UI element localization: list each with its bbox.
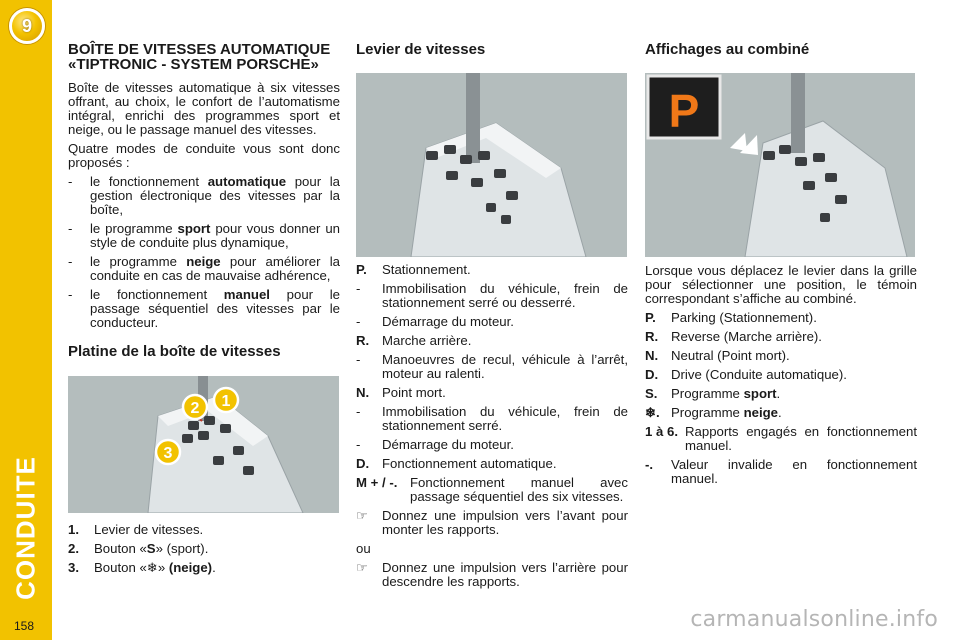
indicator-key: S.	[645, 386, 658, 401]
mode-text-pre: le fonctionnement	[90, 287, 224, 302]
indicator-key: ❄.	[645, 405, 660, 420]
lever-text: Stationnement.	[382, 262, 471, 277]
lever-text: Marche arrière.	[382, 333, 472, 348]
mode-list-item	[68, 255, 340, 283]
indicator-text-pre: Neutral (Point mort).	[671, 348, 790, 363]
indicator-key: 1 à 6.	[645, 424, 678, 439]
display-indicator-item	[645, 387, 917, 401]
indicator-text-post: .	[778, 405, 782, 420]
gear-plate-illustration	[68, 376, 339, 513]
lever-key: P.	[356, 262, 367, 277]
chapter-number: 9	[21, 16, 32, 36]
legend-item	[68, 523, 340, 537]
legend-text-bold: (neige)	[168, 560, 213, 575]
section-label	[4, 428, 48, 628]
lever-key: -	[356, 404, 361, 419]
mode-text-post: pour la gestion électronique des vitesses par la boîte,	[90, 174, 340, 217]
pointing-hand-icon: ☞	[356, 560, 368, 575]
mode-name: sport	[177, 221, 211, 236]
mode-text-post: pour vous donner un style de conduite plus dynamique,	[90, 221, 340, 250]
section-heading-display: Affichages au combiné	[645, 41, 810, 58]
legend-text-post: .	[212, 560, 216, 575]
lever-positions-list	[356, 263, 628, 589]
indicator-text-bold: sport	[743, 386, 777, 401]
mode-text-pre: le programme	[90, 221, 178, 236]
legend-item	[68, 561, 340, 575]
mode-dash: -	[68, 287, 73, 302]
indicator-text-pre: Parking (Stationnement).	[671, 310, 817, 325]
display-indicator-item	[645, 311, 917, 325]
page-number: 158	[14, 619, 35, 633]
mode-list-item	[68, 288, 340, 330]
display-indicator-item	[645, 425, 917, 453]
display-indicator-item	[645, 458, 917, 486]
lever-key: R.	[356, 333, 370, 348]
mode-text-pre: le fonctionnement	[90, 174, 208, 189]
mode-dash: -	[68, 174, 73, 189]
lever-key: N.	[356, 385, 370, 400]
indicator-key: P.	[645, 310, 656, 325]
modes-list	[68, 175, 340, 330]
display-indicator-item	[645, 406, 917, 420]
column-instrument-display	[645, 42, 917, 486]
indicator-text-pre: Programme	[671, 405, 744, 420]
callout-3: 3	[163, 445, 173, 462]
indicator-key: N.	[645, 348, 659, 363]
modes-intro: Quatre modes de conduite vous sont donc proposés :	[68, 141, 340, 170]
legend-key: 1.	[68, 522, 79, 537]
lever-key: D.	[356, 456, 370, 471]
mode-dash: -	[68, 254, 73, 269]
intro-paragraph: Boîte de vitesses automatique à six vitesses offrant, au choix, le confort de l’automatisme intégral, enrichi des programmes sport et neige, ou le passage manuel des vitesses.	[68, 80, 340, 137]
lever-detail-item	[356, 476, 628, 504]
indicator-key: D.	[645, 367, 659, 382]
photo-legend	[68, 523, 340, 575]
lever-position-item	[356, 386, 628, 400]
section-title: CONDUITE	[10, 456, 41, 600]
section-heading-gearbox: BOÎTE DE VITESSES AUTOMATIQUE «TIPTRONIC - SYSTEM PORSCHE»	[68, 41, 331, 73]
lever-text: Démarrage du moteur.	[382, 437, 514, 452]
watermark: carmanualsonline.info	[690, 607, 938, 632]
indicator-text-pre: Rapports engagés en fonctionnement manuel.	[685, 424, 917, 453]
gear-lever-photo	[356, 73, 627, 257]
lever-detail-item	[356, 438, 628, 452]
lever-detail-item	[356, 353, 628, 381]
lever-text: Donnez une impulsion vers l’arrière pour descendre les rapports.	[382, 560, 628, 589]
legend-item	[68, 542, 340, 556]
indicator-key: -.	[645, 457, 654, 472]
chapter-sidebar	[0, 0, 52, 640]
display-indicator-item	[645, 330, 917, 344]
indicator-text-pre: Programme	[671, 386, 744, 401]
display-indicator-item	[645, 368, 917, 382]
mode-list-item	[68, 175, 340, 217]
lever-detail-item	[356, 315, 628, 329]
column-tiptronic	[68, 42, 340, 575]
legend-text-bold: S	[146, 541, 156, 556]
lever-key: -	[356, 314, 361, 329]
callout-2: 2	[190, 400, 200, 417]
pointing-hand-icon: ☞	[356, 508, 368, 523]
chapter-number-badge	[9, 8, 45, 44]
indicator-text-post: .	[776, 386, 781, 401]
indicator-text-pre: Valeur invalide en fonctionnement manuel.	[671, 457, 917, 486]
display-letter: P	[668, 85, 700, 137]
lever-key: -	[356, 281, 361, 296]
indicator-key: R.	[645, 329, 659, 344]
legend-key: 2.	[68, 541, 79, 556]
mode-list-item	[68, 222, 340, 250]
lever-detail-item	[356, 509, 628, 537]
legend-text-pre: Levier de vitesses.	[94, 522, 204, 537]
lever-position-item	[356, 334, 628, 348]
lever-key: M + / -.	[356, 475, 398, 490]
legend-text-pre: Bouton «	[94, 541, 147, 556]
mode-dash: -	[68, 221, 73, 236]
lever-detail-item	[356, 405, 628, 433]
lever-key: -	[356, 437, 361, 452]
mode-text-post: pour améliorer la conduite en cas de mauvaise adhérence,	[90, 254, 340, 283]
display-intro: Lorsque vous déplacez le levier dans la grille pour sélectionner une position, le témoin correspondant s’affiche au combiné.	[645, 263, 917, 306]
section-heading-lever: Levier de vitesses	[356, 41, 486, 58]
mode-text-post: pour le passage séquentiel des vitesses par le conducteur.	[90, 287, 340, 330]
mode-text-pre: le programme	[90, 254, 187, 269]
lever-text: Immobilisation du véhicule, frein de stationnement serré.	[382, 404, 628, 433]
gear-plate-photo	[68, 376, 339, 513]
lever-text: Démarrage du moteur.	[382, 314, 514, 329]
lever-detail-item	[356, 561, 628, 589]
legend-text-pre: Bouton «❄»	[94, 560, 169, 575]
instrument-display-illustration	[645, 73, 915, 257]
gear-lever-illustration	[356, 73, 627, 257]
lever-connector-text: ou	[356, 541, 371, 556]
lever-text: Immobilisation du véhicule, frein de stationnement serré ou desserré.	[382, 281, 628, 310]
callout-1: 1	[221, 393, 231, 410]
lever-detail-item	[356, 282, 628, 310]
lever-key: -	[356, 352, 361, 367]
lever-text: Donnez une impulsion vers l’avant pour monter les rapports.	[382, 508, 628, 537]
lever-text: Manoeuvres de recul, véhicule à l’arrêt, moteur au ralenti.	[382, 352, 628, 381]
lever-text: Fonctionnement automatique.	[382, 456, 557, 471]
mode-name: neige	[186, 254, 221, 269]
mode-name: automatique	[207, 174, 287, 189]
lever-text: Point mort.	[382, 385, 446, 400]
lever-text: Fonctionnement manuel avec passage séquentiel des six vitesses.	[410, 475, 628, 504]
mode-name: manuel	[223, 287, 270, 302]
indicator-text-pre: Drive (Conduite automatique).	[671, 367, 847, 382]
lever-position-item	[356, 263, 628, 277]
legend-key: 3.	[68, 560, 79, 575]
display-indicator-item	[645, 349, 917, 363]
indicator-text-pre: Reverse (Marche arrière).	[671, 329, 822, 344]
indicator-text-bold: neige	[743, 405, 779, 420]
subheading-gear-plate: Platine de la boîte de vitesses	[68, 343, 281, 360]
lever-position-item	[356, 457, 628, 471]
column-gear-lever	[356, 42, 628, 589]
legend-text-post: » (sport).	[155, 541, 209, 556]
display-indicators-list	[645, 311, 917, 486]
instrument-display-photo	[645, 73, 915, 257]
